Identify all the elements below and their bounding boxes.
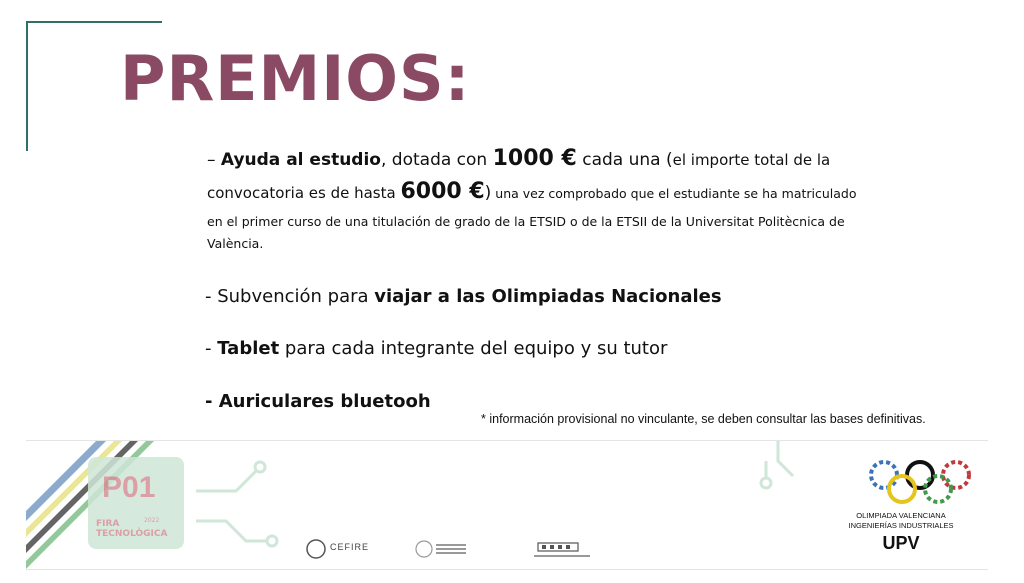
prize1-text: una vez comprobado que el estudiante se ha matriculado xyxy=(491,186,857,201)
p01-year: 2022 xyxy=(144,517,160,524)
olympiad-logo xyxy=(826,457,976,567)
frame-left-line xyxy=(26,21,28,151)
prize-tablet xyxy=(205,338,667,359)
footer-banner xyxy=(26,440,988,570)
bullet-bold: viajar a las Olimpiadas Nacionales xyxy=(374,286,722,307)
prize1-detail-line: en el primer curso de una titulación de grado de la ETSID o de la ETSII de la Universitat Politècnica de xyxy=(207,214,845,229)
prize1-text: convocatoria es de hasta xyxy=(207,184,401,202)
bullet-bold: Tablet xyxy=(217,338,280,359)
prize1-text: , dotada con xyxy=(380,150,493,170)
p01-code: P01 xyxy=(102,471,156,504)
prize1-dash: – xyxy=(207,150,221,170)
bullet-text: Subvención para xyxy=(217,286,375,307)
bullet-text: para cada integrante del equipo y su tutor xyxy=(279,338,668,359)
etsid-school-logo xyxy=(532,539,592,563)
prize-study-aid xyxy=(207,144,927,255)
olympiad-upv: UPV xyxy=(882,533,920,553)
prize-headphones xyxy=(205,391,431,412)
slide-title: PREMIOS: xyxy=(120,42,471,115)
p01-label: FIRA TECNOLÒGICA xyxy=(96,519,168,539)
cefire-logo-icon xyxy=(304,537,328,561)
prize1-text: ) xyxy=(484,183,492,203)
circuit-lines-left xyxy=(186,441,296,569)
prize1-title: Ayuda al estudio xyxy=(220,150,381,170)
olympic-gears-icon xyxy=(866,457,976,507)
prize1-total-amount: 6000 € xyxy=(400,179,485,204)
disclaimer-note: * información provisional no vinculante, se deben consultar las bases definitivas. xyxy=(481,412,926,426)
bullet-dash: - xyxy=(205,286,218,307)
prize1-text: cada una ( xyxy=(576,150,673,170)
footer-top-gap xyxy=(302,440,764,449)
circuit-lines-right xyxy=(748,441,808,569)
olympiad-subtitle: INGENIERÍAS INDUSTRIALES xyxy=(848,521,954,530)
prize1-amount: 1000 € xyxy=(492,146,577,171)
bullet-bold: Auriculares bluetooh xyxy=(218,391,431,412)
bullet-dash: - xyxy=(205,338,218,359)
frame-top-line xyxy=(26,21,162,23)
cefire-logo-text: CEFIRE xyxy=(330,542,370,552)
upv-university-logo xyxy=(414,537,474,561)
olympiad-title: OLIMPIADA VALENCIANA xyxy=(856,511,946,520)
prize1-text: el importe total de la xyxy=(672,151,831,169)
bullet-dash: - xyxy=(205,391,219,412)
prize1-detail-line: València. xyxy=(207,236,264,251)
p01-logo-tile xyxy=(88,457,184,549)
prize-travel-grant xyxy=(205,286,722,307)
